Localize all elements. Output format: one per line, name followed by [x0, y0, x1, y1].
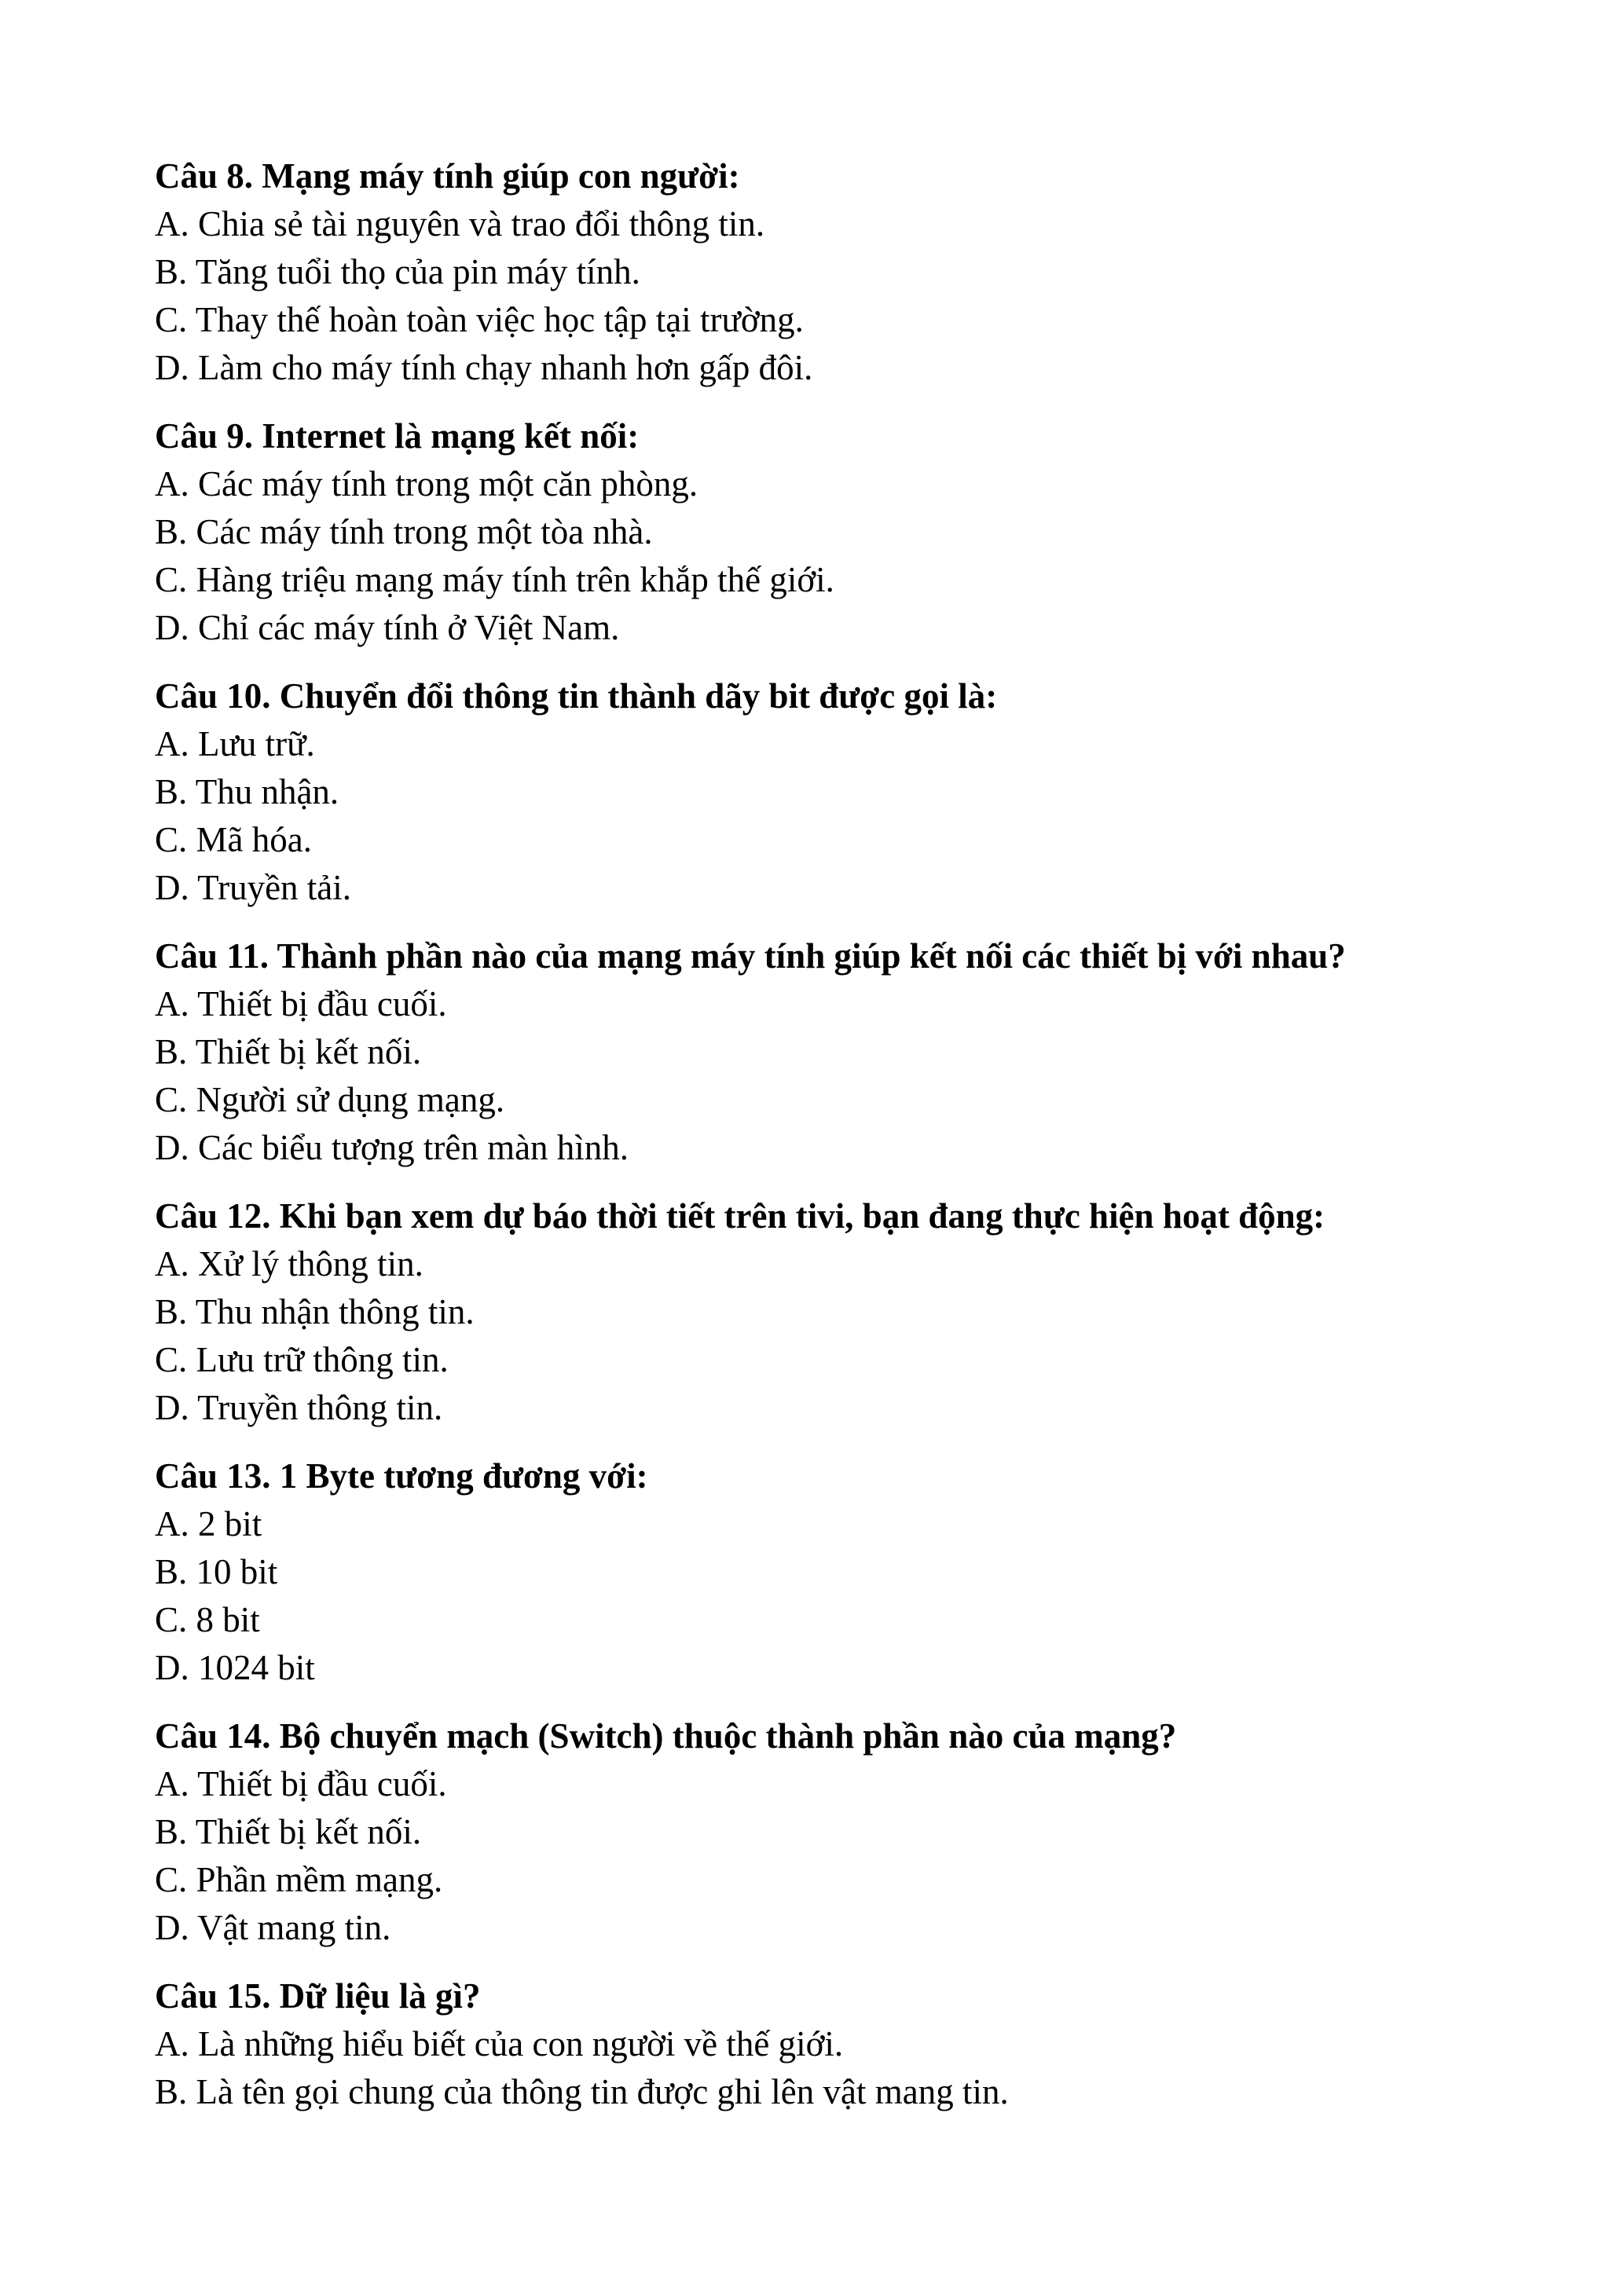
answer-option: B. Thiết bị kết nối.: [155, 1812, 422, 1851]
question-block: [155, 932, 1577, 1172]
question-number: Câu 10.: [155, 676, 271, 716]
answer-option: B. Là tên gọi chung của thông tin được ghi lên vật mang tin.: [155, 2072, 1009, 2111]
answer-option: C. Thay thế hoàn toàn việc học tập tại trường.: [155, 300, 804, 339]
answer-option: C. Người sử dụng mạng.: [155, 1080, 505, 1119]
question-number: Câu 15.: [155, 1976, 271, 2016]
question-block: [155, 672, 1577, 912]
answer-option: D. Chỉ các máy tính ở Việt Nam.: [155, 608, 620, 647]
answer-option: A. Xử lý thông tin.: [155, 1244, 423, 1283]
answer-option: C. Lưu trữ thông tin.: [155, 1340, 449, 1379]
question-number: Câu 12.: [155, 1196, 271, 1236]
question-number: Câu 8.: [155, 156, 254, 196]
question-heading: [155, 152, 1577, 200]
answer-option: B. Thu nhận.: [155, 772, 339, 811]
question-title: Dữ liệu là gì?: [279, 1976, 481, 2016]
answer-option: B. Thu nhận thông tin.: [155, 1292, 475, 1331]
answer-option: D. Làm cho máy tính chạy nhanh hơn gấp đôi.: [155, 348, 813, 387]
question-title: Khi bạn xem dự báo thời tiết trên tivi, bạn đang thực hiện hoạt động:: [279, 1196, 1325, 1236]
question-block: [155, 412, 1577, 652]
answer-option: D. Các biểu tượng trên màn hình.: [155, 1128, 629, 1167]
question-number: Câu 11.: [155, 936, 269, 976]
question-heading: [155, 932, 1577, 980]
question-number: Câu 14.: [155, 1716, 271, 1756]
answer-option: A. Thiết bị đầu cuối.: [155, 1764, 447, 1803]
question-heading: [155, 1192, 1577, 1240]
answer-option: B. Các máy tính trong một tòa nhà.: [155, 512, 653, 551]
question-number: Câu 9.: [155, 416, 254, 456]
answer-option: D. 1024 bit: [155, 1648, 315, 1687]
question-title: Thành phần nào của mạng máy tính giúp kết nối các thiết bị với nhau?: [277, 936, 1346, 976]
answer-option: B. Thiết bị kết nối.: [155, 1032, 422, 1071]
question-title: Chuyển đổi thông tin thành dãy bit được gọi là:: [279, 676, 998, 716]
answer-option: A. Lưu trữ.: [155, 724, 315, 764]
question-heading: [155, 1972, 1577, 2020]
answer-option: A. Các máy tính trong một căn phòng.: [155, 464, 698, 504]
answer-option: C. Hàng triệu mạng máy tính trên khắp thế giới.: [155, 560, 834, 599]
answer-option: A. Thiết bị đầu cuối.: [155, 984, 447, 1023]
question-block: [155, 1712, 1577, 1952]
answer-option: C. 8 bit: [155, 1600, 260, 1639]
answer-option: D. Truyền thông tin.: [155, 1388, 443, 1427]
answer-option: C. Phần mềm mạng.: [155, 1860, 443, 1899]
question-title: 1 Byte tương đương với:: [279, 1456, 648, 1496]
answer-option: A. Chia sẻ tài nguyên và trao đổi thông tin.: [155, 204, 765, 244]
question-title: Bộ chuyển mạch (Switch) thuộc thành phần nào của mạng?: [279, 1716, 1177, 1756]
question-heading: [155, 412, 1577, 460]
question-number: Câu 13.: [155, 1456, 271, 1496]
answer-option: B. 10 bit: [155, 1552, 278, 1591]
question-title: Mạng máy tính giúp con người:: [262, 156, 740, 196]
question-block: [155, 152, 1577, 392]
answer-option: A. Là những hiểu biết của con người về thế giới.: [155, 2024, 844, 2063]
answer-option: D. Truyền tải.: [155, 868, 352, 907]
answer-option: C. Mã hóa.: [155, 820, 312, 859]
answer-option: B. Tăng tuổi thọ của pin máy tính.: [155, 252, 640, 291]
question-heading: [155, 1452, 1577, 1500]
question-block: [155, 1452, 1577, 1692]
answer-option: A. 2 bit: [155, 1504, 262, 1543]
question-heading: [155, 1712, 1577, 1760]
question-heading: [155, 672, 1577, 720]
question-title: Internet là mạng kết nối:: [262, 416, 640, 456]
question-block: [155, 1972, 1577, 2116]
answer-option: D. Vật mang tin.: [155, 1908, 391, 1947]
question-block: [155, 1192, 1577, 1432]
